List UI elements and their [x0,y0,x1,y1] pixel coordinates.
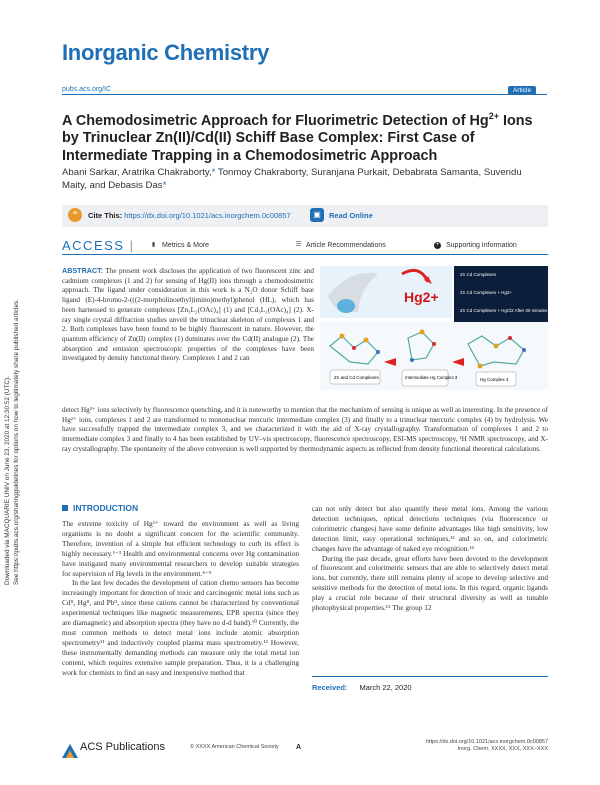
read-online-link[interactable]: Read Online [329,211,373,220]
journal-url-link[interactable]: pubs.acs.org/IC [62,86,112,93]
acs-logo-icon [62,744,78,758]
publisher-name: ACS Publications [80,741,165,753]
intro-paragraph-2: In the last few decades the development of cation chemo sensors has become increasingly important for detection of toxic and carcinogenic metal ions such as Cdᴵᴵ, Hgᴵᴵ, and Pbᴵᴵ, since these cations cannot be characterized by conventional experimental techniques like magnetic measurements, EPR spectra (since they are diamagnetic) and absorption spectra (they have no d-d band).¹⁰ Currently, the most common methods to detect metal ions include atomic absorption spectrometry¹¹ and inductively coupled plasma mass spectrometry.¹² However, these instrumentally demanding methods can measure only the total metal ion content, which requires extensive sample preparation. Thus, it is a challenging work for chemists to find an easy and inexpensive method that [62,578,299,677]
intro-paragraph-3: can not only detect but also quantify these metal ions. Among the various detection techniques, optical detections techniques (via fluorescence or colorimetric changes) have some definite advantages like high sensitivity, low detection limit, easy operational techniques,¹³ and so on, and colorimetric changes have the advantage of naked eye recognition.¹⁴ [312,504,548,553]
section-square-icon [62,505,68,511]
introduction-heading: INTRODUCTION [62,503,138,513]
read-online-icon[interactable]: ▣ [310,208,324,222]
author-list: Abani Sarkar, Aratrika Chakraborty,* Tonmoy Chakraborty, Suranjana Purkait, Debabrata Samanta, Suvendu Maity, and Debasis Das* [62,167,522,191]
article-list-icon[interactable]: ☰ [295,242,302,248]
toc-box1: Zn Cd Complexes [460,272,497,277]
intro-paragraph-1: The extreme toxicity of Hg²⁺ toward the environment as well as living organisms is no doubt a significant concern for the scientific community. Therefore, invention of a simple but efficient technology to curb its effect is highly necessary.¹⁻³ Health and environmental concerns over Hg contamination have instigated many environmental researchers to develop suitable strategies for supervision of Hg levels in the environment.⁴⁻⁹ [62,519,299,578]
hg-label: Hg2+ [404,289,439,305]
download-note-line1: Downloaded via MACQUARIE UNIV on June 23, 2020 at 12:30:52 (UTC). [4,376,11,585]
access-label: ACCESS | [62,238,133,253]
page-number: A [296,744,302,751]
intro-paragraph-4: During the past decade, great efforts have been devoted to the development of fluorescent and colorimetric sensors that are able to selectively detect metal ions, but currently, there still remains plenty of scope to develop selective and sensitive methods for the detection of metal ions. In this regard, organic ligands play a crucial role because of their structural diversity as well as tunable photophysical properties.¹⁵ The group 12 [312,553,548,613]
toc-label3: Hg Complex 4 [480,377,509,382]
toc-box3: Zn Cd Complexes + HgCl2 After 30 minutes [460,308,548,313]
abstract-part-2: detect Hg²⁺ ions selectively by fluorescence quenching, and it is noteworthy to mention that the mechanism of sensing is unique as well as interesting. In the presence of Hg²⁺ ions, complexes 1 and 2 are transformed to mononuclear mercuric intermediate complex (3) and finally to a trinuclear mercuric complex (4) by hydrolysis. We have successfully trapped the intermediate complex 3, and we characterized it with the aid of X-ray crystallography. Transformation of complexes 1 and 2 to intermediate complex 3 and finally to 4 has been established by UV–vis spectroscopy, fluorescence spectroscopy, ESI-MS spectroscopy, ¹H NMR spectroscopy, and X-ray crystallography. The spontaneity of the above conversion is well supported by thermodynamic aspects as reflected from density functional theoretical calculations. [62,406,548,453]
footer-citation: Inorg. Chem. XXXX, XXX, XXX−XXX [457,746,548,752]
toc-graphic [320,266,548,390]
header-rule [62,94,547,95]
body-column-2 [312,504,548,613]
toc-box2: Zn Cd Complexes + Hg2+ [460,290,513,295]
footer-doi [406,739,548,753]
toc-label2: Intermediate Hg Complex 3 [405,375,458,380]
cite-doi-link[interactable]: https://dx.doi.org/10.1021/acs.inorgchem.0c00857 [124,211,291,220]
plus-circle-icon[interactable]: + [435,242,440,248]
download-note-line2: See https://pubs.acs.org/sharingguidelines for options on how to legitimately share published articles. [13,299,20,585]
metrics-link[interactable]: Metrics & More [162,242,210,249]
abstract-part-1: ABSTRACT: The present work discloses the application of two fluorescent zinc and cadmium complexes (1 and 2) for sensing of Hg(II) ions through a chemodosimetric approach. The ligand under consideration in this work is a N₂O donor Schiff base ligand (E)-4-bromo-2-(((2-morpholinoethyl)imino)methyl)phenol (HL), which has been harnessed to generate complexes [Zn₃L₂(OAc)₄] (1) and [Cd₃L₂(OAc)₄] (2). X-ray single crystal diffraction studies unveil the trinuclear skeleton of complexes 1 and 2. Both complexes have been found to be highly fluorescent in nature. However, the quantum efficiency of Zn(II) complex (1) dominates over the Cd(II) analogue (2). The absorption and emission spectroscopic properties of the complexes have been investigated by density functional theory. Complexes 1 and 2 can [62,266,314,363]
cite-this: Cite This: https://dx.doi.org/10.1021/acs.inorgchem.0c00857 [88,211,291,220]
bar-chart-icon[interactable]: ▮ [151,242,156,248]
journal-title: Inorganic Chemistry [62,40,270,65]
article-title: A Chemodosimetric Approach for Fluorimetric Detection of $Hg^{2+}$ Ions by Trinuclear Zn(II)/Cd(II) Schiff Base Complex: First Case of Intermediate Trapping in a Chemodosimetric Approach [62,111,533,164]
article-type-badge: Article [508,86,536,95]
copyright: © XXXX American Chemical Society [190,744,279,750]
body-column-1 [62,519,299,678]
received-date: Received: March 22, 2020 [312,676,548,692]
article-recommendations-link[interactable]: Article Recommendations [306,242,386,249]
supporting-information-link[interactable]: Supporting Information [446,242,517,249]
footer-doi-link[interactable]: https://dx.doi.org/10.1021/acs.inorgchem.0c00857 [426,739,548,745]
download-side-note [4,240,44,585]
cite-icon: ❝ [68,208,82,222]
toc-label1: Zn and Cd Complexes [334,375,379,380]
